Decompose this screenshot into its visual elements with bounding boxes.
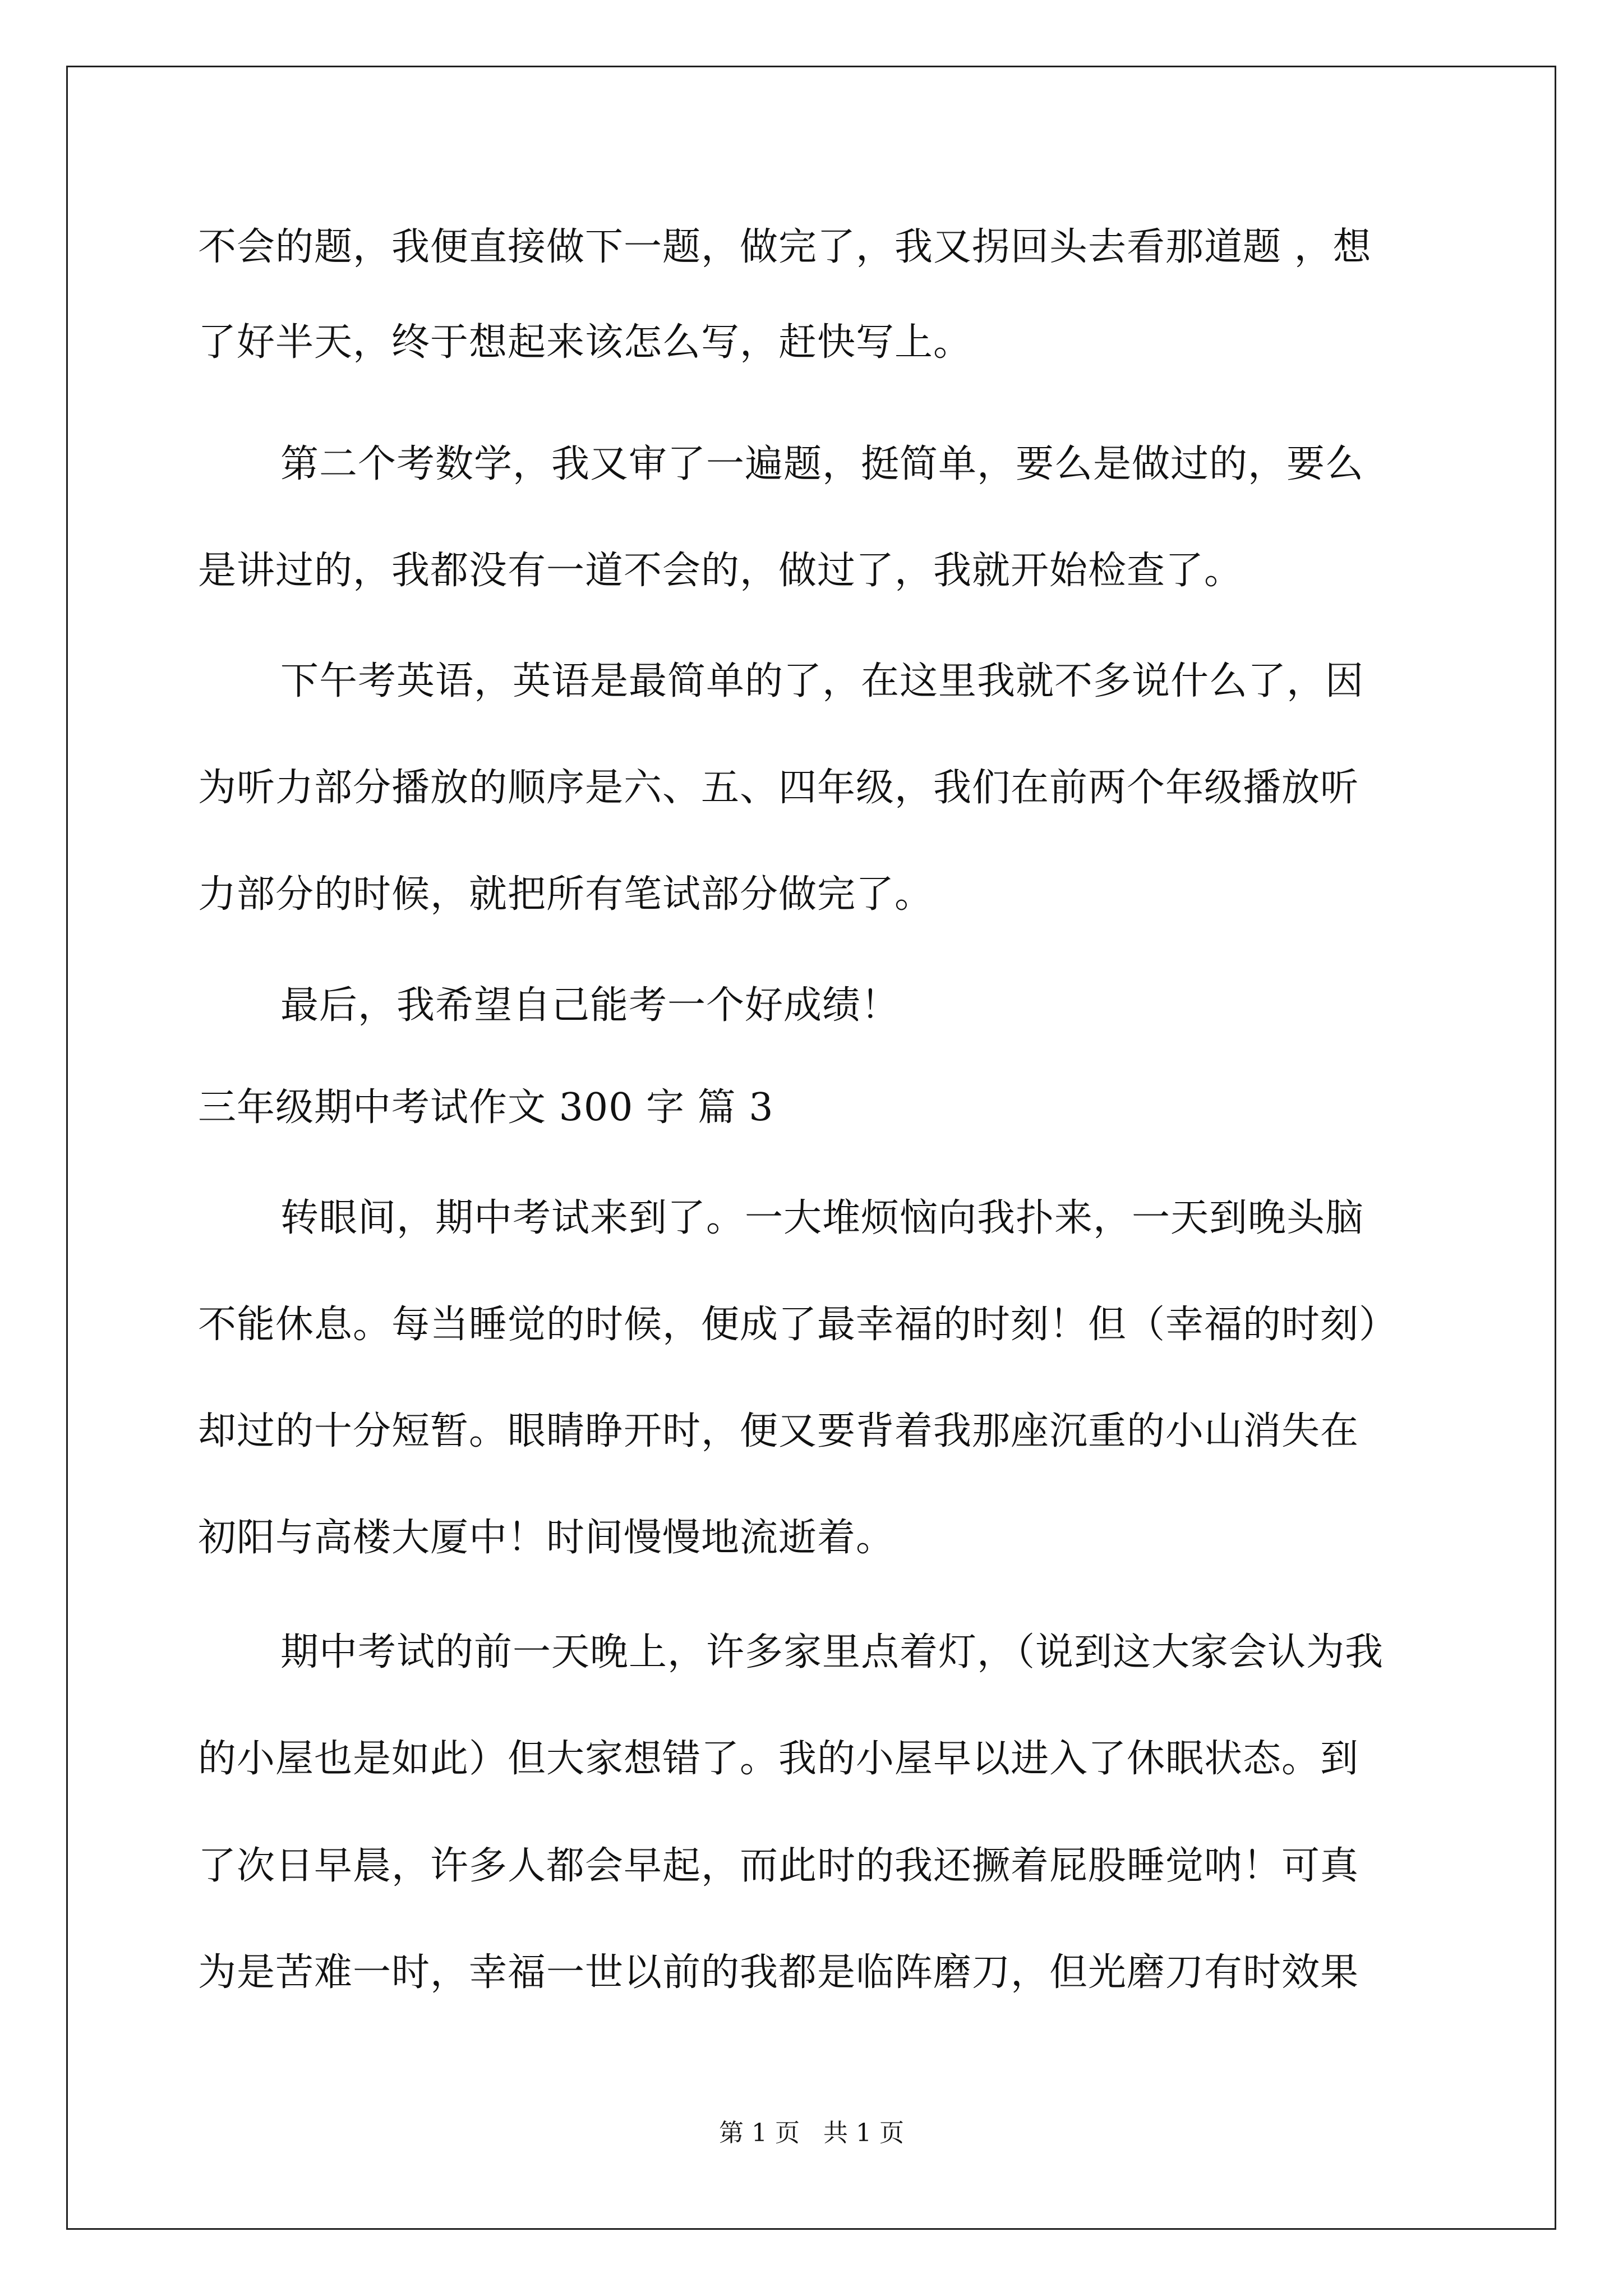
text-line: 不会的题，我便直接做下一题，做完了，我又拐回头去看那道题 ，想 — [198, 225, 1372, 269]
text-line: 初阳与高楼大厦中！时间慢慢地流逝着。 — [198, 1516, 895, 1560]
text-line: 为是苦难一时，幸福一世以前的我都是临阵磨刀，但光磨刀有时效果 — [198, 1950, 1359, 1995]
paragraph-start-line: 最后，我希望自己能考一个好成绩！ — [280, 983, 900, 1028]
page-border — [66, 66, 1556, 2230]
text-line: 了次日早晨，许多人都会早起，而此时的我还撅着屁股睡觉呐！可真 — [198, 1844, 1359, 1888]
section-heading: 三年级期中考试作文 300 字 篇 3 — [198, 1085, 774, 1130]
text-line: 不能休息。每当睡觉的时候，便成了最幸福的时刻！但（幸福的时刻） — [198, 1303, 1398, 1347]
paragraph-start-line: 期中考试的前一天晚上，许多家里点着灯，（说到这大家会认为我 — [280, 1630, 1384, 1674]
page-number-footer: 第 1 页 共 1 页 — [719, 2119, 904, 2147]
text-line: 却过的十分短暂。眼睛睁开时，便又要背着我那座沉重的小山消失在 — [198, 1409, 1359, 1453]
paragraph-start-line: 下午考英语，英语是最简单的了，在这里我就不多说什么了，因 — [280, 659, 1364, 703]
text-line: 力部分的时候，就把所有笔试部分做完了。 — [198, 872, 934, 917]
text-line: 了好半天，终于想起来该怎么写，赶快写上。 — [198, 320, 972, 365]
text-line: 是讲过的，我都没有一道不会的，做过了，我就开始检查了。 — [198, 549, 1243, 593]
paragraph-start-line: 转眼间，期中考试来到了。一大堆烦恼向我扑来，一天到晚头脑 — [280, 1196, 1364, 1240]
text-line: 为听力部分播放的顺序是六、五、四年级，我们在前两个年级播放听 — [198, 766, 1359, 810]
paragraph-start-line: 第二个考数学，我又审了一遍题，挺简单，要么是做过的，要么 — [280, 442, 1364, 486]
text-line: 的小屋也是如此）但大家想错了。我的小屋早以进入了休眠状态。到 — [198, 1737, 1359, 1781]
